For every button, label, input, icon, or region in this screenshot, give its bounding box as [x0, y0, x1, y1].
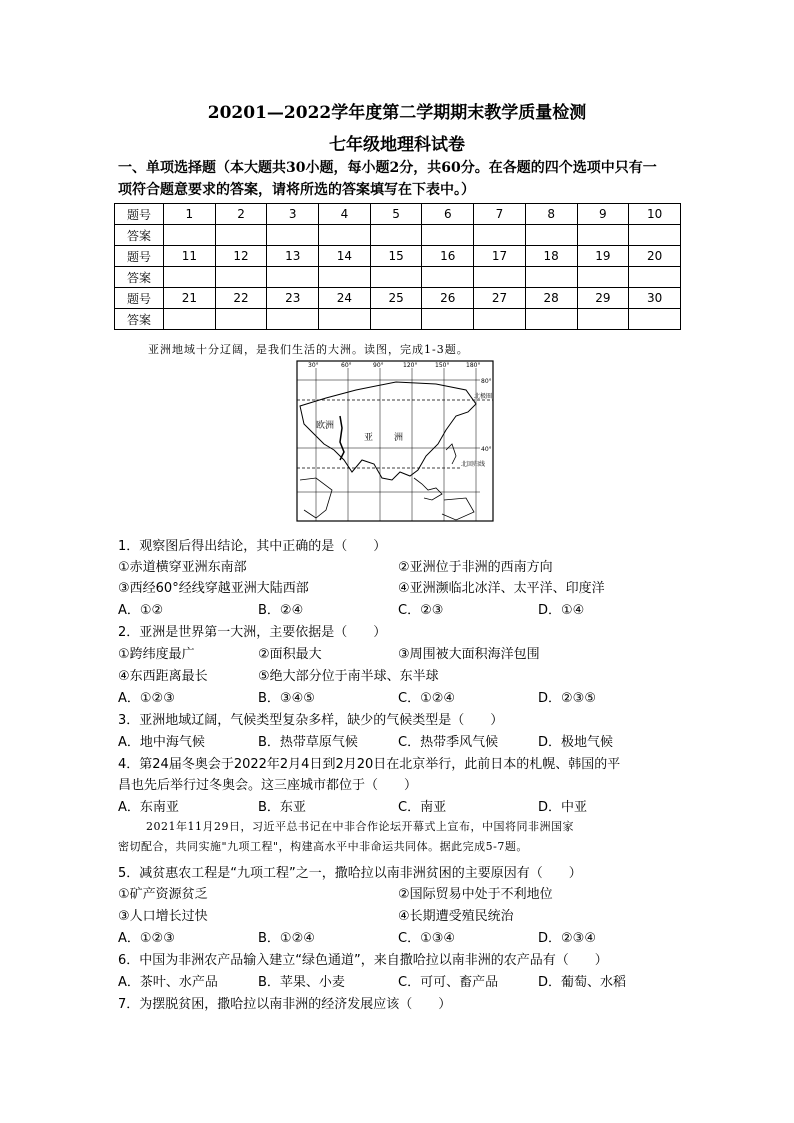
statement: ④东西距离最长	[118, 669, 208, 684]
choice-a[interactable]: A．①②	[118, 603, 164, 618]
passage-line1: 2021年11月29日，习近平总书记在中非合作论坛开幕式上宣布，中国将同非洲国家	[146, 820, 574, 833]
map-intro: 亚洲地域十分辽阔，是我们生活的大洲。读图，完成1-3题。	[148, 343, 469, 356]
question-1: 1．观察图后得出结论，其中正确的是（ ）	[118, 539, 387, 554]
choice-c[interactable]: C．①②④	[398, 691, 456, 706]
question-number-cell: 6	[422, 204, 474, 225]
statement: ②亚洲位于非洲的西南方向	[398, 560, 553, 575]
asia-label: 亚	[364, 433, 374, 443]
answer-cell[interactable]	[422, 225, 474, 246]
question-number-cell: 29	[577, 288, 629, 309]
question-number-cell: 23	[267, 288, 319, 309]
europe-label: 欧洲	[316, 421, 335, 431]
statement: ①矿产资源贫乏	[118, 887, 208, 902]
statement: ①赤道横穿亚洲东南部	[118, 560, 247, 575]
question-number-cell: 7	[474, 204, 526, 225]
exam-subtitle: 七年级地理科试卷	[329, 135, 465, 155]
question-number-cell: 19	[577, 246, 629, 267]
number-row	[115, 246, 681, 267]
section-heading	[118, 157, 688, 201]
choice-d[interactable]: D．①④	[538, 603, 585, 618]
question-number-cell: 4	[319, 204, 371, 225]
map-lat-label: 80°	[481, 378, 492, 385]
choice-c[interactable]: C．②③	[398, 603, 444, 618]
answer-cell[interactable]	[577, 225, 629, 246]
choice-d[interactable]: D．中亚	[538, 800, 588, 815]
question-number-cell: 13	[267, 246, 319, 267]
passage-line2: 密切配合，共同实施"九项工程"，构建高水平中非命运共同体。据此完成5-7题。	[118, 840, 528, 853]
number-header: 题号	[115, 288, 164, 309]
answer-cell[interactable]	[164, 267, 216, 288]
question-number-cell: 9	[577, 204, 629, 225]
choice-a[interactable]: A．地中海气候	[118, 735, 205, 750]
choice-d[interactable]: D．葡萄、水稻	[538, 975, 627, 990]
answer-cell[interactable]	[629, 225, 681, 246]
answer-cell[interactable]	[164, 309, 216, 330]
passage	[118, 817, 678, 857]
question-number-cell: 3	[267, 204, 319, 225]
choice-c[interactable]: C．①③④	[398, 931, 456, 946]
question-4-line2: 昌也先后举行过冬奥会。这三座城市都位于（ ）	[118, 778, 418, 793]
choice-b[interactable]: B．②④	[258, 603, 304, 618]
answer-cell[interactable]	[164, 225, 216, 246]
answer-cell[interactable]	[370, 309, 422, 330]
question-2: 2．亚洲是世界第一大洲，主要依据是（ ）	[118, 625, 387, 640]
answer-cell[interactable]	[267, 225, 319, 246]
answer-cell[interactable]	[267, 309, 319, 330]
question-number-cell: 22	[215, 288, 267, 309]
answer-cell[interactable]	[370, 225, 422, 246]
statement: ⑤绝大部分位于南半球、东半球	[258, 669, 439, 684]
answer-cell[interactable]	[577, 267, 629, 288]
choice-a[interactable]: A．①②③	[118, 931, 175, 946]
map-lat-label: 40°	[481, 446, 492, 453]
choice-d[interactable]: D．②③⑤	[538, 691, 596, 706]
question-number-cell: 15	[370, 246, 422, 267]
arctic-circle-label: 北极圈	[474, 393, 493, 400]
answer-cell[interactable]	[370, 267, 422, 288]
answer-cell[interactable]	[215, 267, 267, 288]
question-number-cell: 18	[525, 246, 577, 267]
answer-cell[interactable]	[422, 267, 474, 288]
asia-map	[296, 360, 494, 522]
question-6: 6．中国为非洲农产品输入建立“绿色通道”，来自撒哈拉以南非洲的农产品有（ ）	[118, 953, 608, 968]
choice-a[interactable]: A．①②③	[118, 691, 175, 706]
question-5: 5．减贫惠农工程是“九项工程”之一，撒哈拉以南非洲贫困的主要原因有（ ）	[118, 866, 582, 881]
question-number-cell: 10	[629, 204, 681, 225]
statement: ③西经60°经线穿越亚洲大陆西部	[118, 581, 309, 596]
answer-cell[interactable]	[215, 309, 267, 330]
question-number-cell: 17	[474, 246, 526, 267]
map-lon-label: 90°	[373, 362, 384, 369]
number-header: 题号	[115, 204, 164, 225]
answer-cell[interactable]	[319, 267, 371, 288]
question-number-cell: 2	[215, 204, 267, 225]
answer-cell[interactable]	[525, 267, 577, 288]
choice-b[interactable]: B．③④⑤	[258, 691, 315, 706]
choice-b[interactable]: B．热带草原气候	[258, 735, 358, 750]
statement: ③人口增长过快	[118, 909, 208, 924]
choice-d[interactable]: D．极地气候	[538, 735, 614, 750]
map-lon-label: 180°	[466, 362, 481, 369]
answer-cell[interactable]	[525, 309, 577, 330]
answer-header: 答案	[115, 225, 164, 246]
question-number-cell: 28	[525, 288, 577, 309]
question-number-cell: 20	[629, 246, 681, 267]
choice-d[interactable]: D．②③④	[538, 931, 596, 946]
question-3: 3．亚洲地域辽阔，气候类型复杂多样，缺少的气候类型是（ ）	[118, 713, 504, 728]
map-lon-label: 60°	[341, 362, 352, 369]
answer-cell[interactable]	[319, 225, 371, 246]
tropic-label: 北回归线	[461, 461, 486, 468]
question-number-cell: 11	[164, 246, 216, 267]
statement: ②面积最大	[258, 647, 322, 662]
answer-cell[interactable]	[215, 225, 267, 246]
question-number-cell: 14	[319, 246, 371, 267]
answer-cell[interactable]	[422, 309, 474, 330]
answer-cell[interactable]	[474, 225, 526, 246]
choice-b[interactable]: B．苹果、小麦	[258, 975, 345, 990]
question-number-cell: 21	[164, 288, 216, 309]
map-lon-label: 30°	[308, 362, 319, 369]
answer-cell[interactable]	[629, 309, 681, 330]
section-heading-line1: 一、单项选择题（本大题共30小题，每小题2分，共60分。在各题的四个选项中只有一	[118, 160, 657, 176]
choice-a[interactable]: A．东南亚	[118, 800, 179, 815]
choice-c[interactable]: C．热带季风气候	[398, 735, 499, 750]
answer-header: 答案	[115, 309, 164, 330]
question-7: 7．为摆脱贫困，撒哈拉以南非洲的经济发展应该（ ）	[118, 997, 452, 1012]
question-4-line1: 4．第24届冬奥会于2022年2月4日到2月20日在北京举行，此前日本的札幌、韩国的平	[118, 757, 621, 772]
statement: ④亚洲濒临北冰洋、太平洋、印度洋	[398, 581, 605, 596]
answer-cell[interactable]	[474, 309, 526, 330]
answer-cell[interactable]	[577, 309, 629, 330]
exam-title: 20201—2022学年度第二学期期末教学质量检测	[207, 103, 587, 123]
map-lon-label: 150°	[435, 362, 450, 369]
question-number-cell: 8	[525, 204, 577, 225]
section-heading-line2: 项符合题意要求的答案，请将所选的答案填写在下表中。）	[118, 182, 475, 198]
question-number-cell: 1	[164, 204, 216, 225]
question-number-cell: 25	[370, 288, 422, 309]
statement: ②国际贸易中处于不利地位	[398, 887, 553, 902]
question-number-cell: 30	[629, 288, 681, 309]
answer-header: 答案	[115, 267, 164, 288]
question-number-cell: 16	[422, 246, 474, 267]
answer-cell[interactable]	[267, 267, 319, 288]
answer-row	[115, 225, 681, 246]
answer-cell[interactable]	[525, 225, 577, 246]
question-number-cell: 12	[215, 246, 267, 267]
answer-cell[interactable]	[319, 309, 371, 330]
question-number-cell: 26	[422, 288, 474, 309]
number-header: 题号	[115, 246, 164, 267]
answer-row	[115, 267, 681, 288]
question-number-cell: 27	[474, 288, 526, 309]
answer-cell[interactable]	[629, 267, 681, 288]
statement: ④长期遭受殖民统治	[398, 909, 514, 924]
question-number-cell: 24	[319, 288, 371, 309]
choice-b[interactable]: B．①②④	[258, 931, 315, 946]
choice-a[interactable]: A．茶叶、水产品	[118, 975, 218, 990]
question-number-cell: 5	[370, 204, 422, 225]
map-lon-label: 120°	[403, 362, 418, 369]
answer-cell[interactable]	[474, 267, 526, 288]
choice-c[interactable]: C．南亚	[398, 800, 447, 815]
statement: ①跨纬度最广	[118, 647, 195, 662]
asia-label: 洲	[394, 433, 404, 443]
number-row	[115, 288, 681, 309]
statement: ③周围被大面积海洋包围	[398, 647, 540, 662]
choice-c[interactable]: C．可可、畜产品	[398, 975, 499, 990]
number-row	[115, 204, 681, 225]
answer-table	[114, 203, 681, 330]
choice-b[interactable]: B．东亚	[258, 800, 306, 815]
answer-row	[115, 309, 681, 330]
